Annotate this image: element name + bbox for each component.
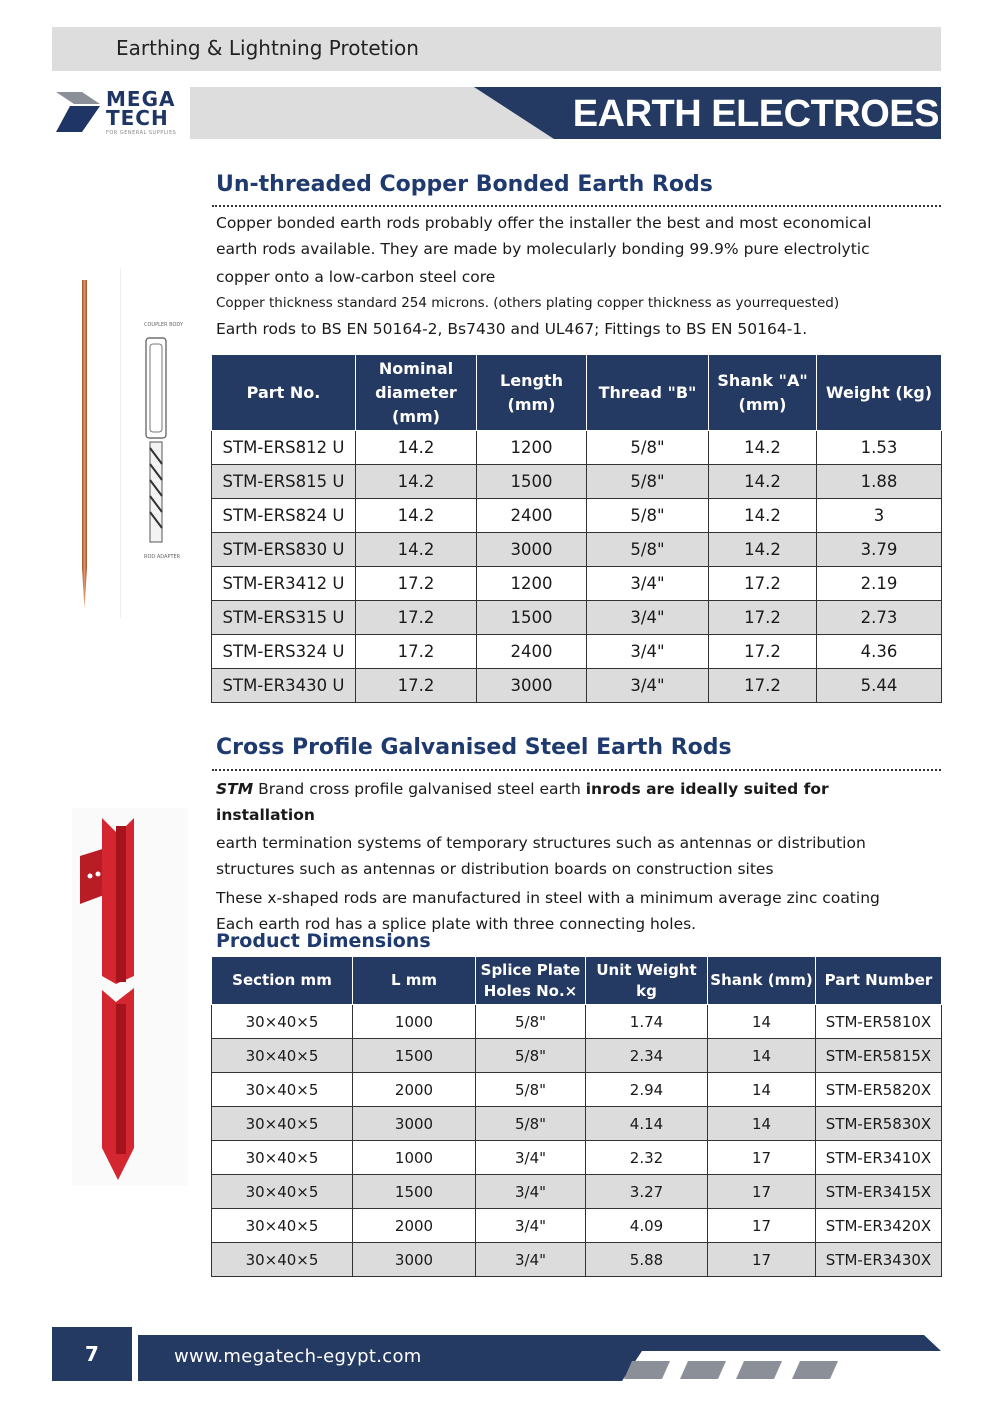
megatech-logo — [56, 88, 186, 140]
col-weight: Weight (kg) — [817, 355, 942, 431]
col-shank: Shank (mm) — [708, 957, 816, 1005]
table-row: STM-ERS815 U 14.2 1500 5/8" 14.2 1.88 — [212, 465, 942, 499]
cross-profile-rod-image — [72, 808, 188, 1186]
col-section: Section mm — [212, 957, 353, 1005]
copper-rod-image — [64, 268, 184, 618]
section2-title: Cross Profile Galvanised Steel Earth Rods — [216, 735, 732, 760]
table-row: 30×40×5 1500 5/8" 2.34 14 STM-ER5815X — [212, 1039, 942, 1073]
brand-name: STM — [216, 780, 254, 798]
page-number: 7 — [52, 1327, 132, 1381]
table-row: 30×40×5 2000 5/8" 2.94 14 STM-ER5820X — [212, 1073, 942, 1107]
table-row: 30×40×5 1000 3/4" 2.32 17 STM-ER3410X — [212, 1141, 942, 1175]
col-nominal-diameter: Nominal diameter (mm) — [356, 355, 477, 431]
table-row: STM-ERS812 U 14.2 1200 5/8" 14.2 1.53 — [212, 431, 942, 465]
col-thread: Thread "B" — [587, 355, 709, 431]
table-row: 30×40×5 1500 3/4" 3.27 17 STM-ER3415X — [212, 1175, 942, 1209]
galvanised-rods-table — [211, 956, 942, 1277]
col-unit-weight: Unit Weight kg — [586, 957, 708, 1005]
table-row: STM-ER3412 U 17.2 1200 3/4" 17.2 2.19 — [212, 567, 942, 601]
col-splice-plate: Splice Plate Holes No.× — [476, 957, 586, 1005]
section2-description: STM Brand cross profile galvanised steel earth inrods are ideally suited for installation earth termination systems of temporary structures such as antennas or distribution structures such as antennas or distribution boards on construction sites These x-shaped rods are manufactured in steel with a minimum average zinc coating Each earth rod has a splice plate with three connecting holes. — [216, 780, 880, 933]
col-length: Length (mm) — [477, 355, 587, 431]
section1-description: Copper bonded earth rods probably offer the installer the best and most economical earth rods available. They are made by molecularly bonding 99.9% pure electrolytic copper onto a low-carbon steel core Copper thickness standard 254 microns. (others plating copper thickness as yourrequested) Earth rods to BS EN 50164-2, Bs7430 and UL467; Fittings to BS EN 50164-1. — [216, 214, 872, 338]
table-row: STM-ERS824 U 14.2 2400 5/8" 14.2 3 — [212, 499, 942, 533]
product-dimensions-title: Product Dimensions — [216, 930, 431, 952]
col-part-number: Part Number — [816, 957, 942, 1005]
section1-divider — [212, 205, 941, 207]
table-header-row — [212, 355, 942, 431]
table-row: STM-ERS315 U 17.2 1500 3/4" 17.2 2.73 — [212, 601, 942, 635]
logo-chevron-icon — [56, 92, 106, 134]
col-part-no: Part No. — [212, 355, 356, 431]
section1-title: Un-threaded Copper Bonded Earth Rods — [216, 172, 713, 197]
website-url[interactable]: www.megatech-egypt.com — [174, 1346, 422, 1367]
table-header-row — [212, 957, 942, 1005]
logo-subtitle: FOR GENERAL SUPPLIES — [106, 130, 177, 136]
section2-divider — [212, 769, 941, 771]
table-row: 30×40×5 1000 5/8" 1.74 14 STM-ER5810X — [212, 1005, 942, 1039]
table-row: STM-ER3430 U 17.2 3000 3/4" 17.2 5.44 — [212, 669, 942, 703]
rod-adapter-label: ROD ADAPTER — [144, 554, 181, 560]
category-label: Earthing & Lightning Protetion — [116, 36, 419, 60]
category-bar — [52, 27, 941, 71]
table-row: STM-ERS324 U 17.2 2400 3/4" 17.2 4.36 — [212, 635, 942, 669]
table-row: 30×40×5 3000 5/8" 4.14 14 STM-ER5830X — [212, 1107, 942, 1141]
page-title: EARTH ELECTROES — [572, 93, 939, 135]
table-row: 30×40×5 2000 3/4" 4.09 17 STM-ER3420X — [212, 1209, 942, 1243]
table-row: STM-ERS830 U 14.2 3000 5/8" 14.2 3.79 — [212, 533, 942, 567]
col-shank: Shank "A" (mm) — [709, 355, 817, 431]
copper-rods-table — [211, 354, 942, 703]
col-l-mm: L mm — [353, 957, 476, 1005]
table-row: 30×40×5 3000 3/4" 5.88 17 STM-ER3430X — [212, 1243, 942, 1277]
coupler-body-label: COUPLER BODY — [144, 322, 184, 328]
logo-text: MEGA TECH — [106, 87, 176, 130]
